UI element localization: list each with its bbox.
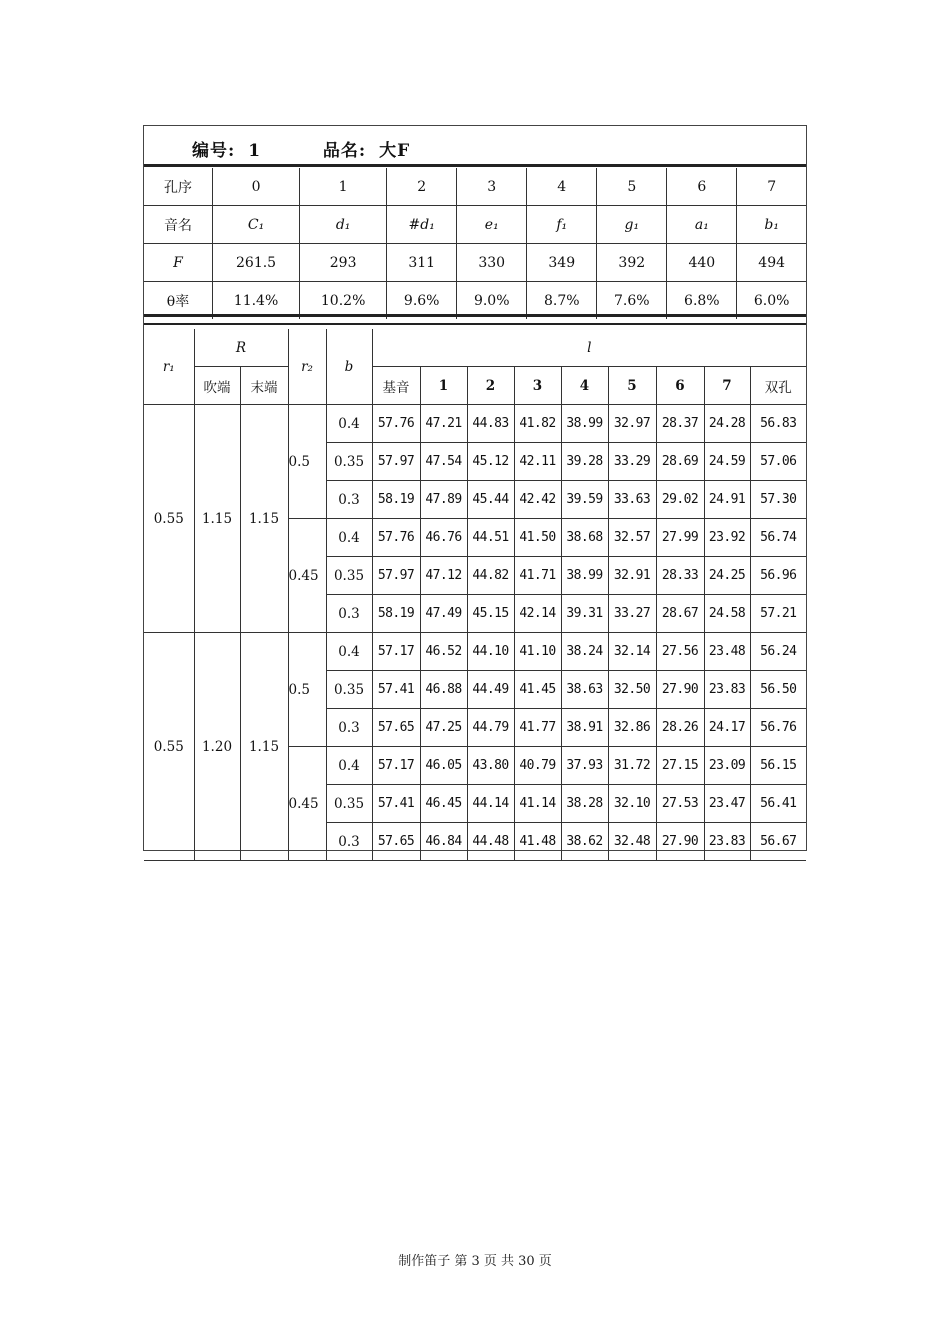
row-label: 孔序 [144,168,213,206]
length-cell: 27.15 [656,747,704,785]
table-cell: 11.4% [213,282,300,320]
length-cell: 38.62 [561,823,608,861]
table-cell: 261.5 [213,244,300,282]
header-r1: r₁ [144,329,194,405]
header-l-col: 1 [420,367,467,405]
name-label: 品名: [322,141,367,161]
name-value: 大F [379,141,411,161]
length-cell: 32.48 [608,823,656,861]
length-cell: 32.50 [608,671,656,709]
length-cell: 29.02 [656,481,704,519]
header-R-end: 末端 [240,367,288,405]
length-cell: 33.63 [608,481,656,519]
length-cell: 47.21 [420,405,467,443]
table-cell: 494 [737,244,806,282]
table-cell: g₁ [597,206,667,244]
group-R-end: 1.15 [240,633,288,861]
length-cell: 43.80 [467,747,514,785]
length-cell: 23.83 [704,823,750,861]
table-row [144,405,806,443]
header-l-col: 7 [704,367,750,405]
row-b: 0.3 [326,823,372,861]
table-row [144,244,806,282]
table-cell: a₁ [667,206,737,244]
length-cell: 42.42 [514,481,561,519]
header-l-col: 5 [608,367,656,405]
table-title [192,136,416,161]
top-rule [144,164,806,167]
length-cell: 47.25 [420,709,467,747]
table-cell: 330 [457,244,527,282]
length-cell: 44.51 [467,519,514,557]
length-cell: 40.79 [514,747,561,785]
subgroup-r2: 0.5 [288,405,326,519]
length-cell: 41.71 [514,557,561,595]
length-cell: 24.17 [704,709,750,747]
table-cell: 293 [300,244,387,282]
header-l-col: 6 [656,367,704,405]
length-cell: 24.91 [704,481,750,519]
row-b: 0.4 [326,405,372,443]
group-R-end: 1.15 [240,405,288,633]
length-cell: 56.15 [750,747,806,785]
row-b: 0.4 [326,633,372,671]
subgroup-r2: 0.45 [288,747,326,861]
length-cell: 46.05 [420,747,467,785]
length-cell: 57.65 [372,823,420,861]
length-cell: 44.79 [467,709,514,747]
length-cell: 57.97 [372,443,420,481]
length-cell: 39.28 [561,443,608,481]
length-cell: 56.67 [750,823,806,861]
length-cell: 44.48 [467,823,514,861]
length-table [144,329,806,861]
length-cell: 56.24 [750,633,806,671]
header-R: R [194,329,288,367]
table-cell: #d₁ [387,206,457,244]
table-cell: 5 [597,168,667,206]
length-cell: 27.90 [656,823,704,861]
length-cell: 23.83 [704,671,750,709]
number-value: 1 [248,141,262,161]
table-cell: 7 [737,168,806,206]
row-b: 0.3 [326,595,372,633]
table-cell: 8.7% [527,282,597,320]
length-cell: 58.19 [372,595,420,633]
length-cell: 27.56 [656,633,704,671]
table-cell: 349 [527,244,597,282]
header-l-col: 基音 [372,367,420,405]
table-cell: 3 [457,168,527,206]
row-b: 0.3 [326,709,372,747]
length-cell: 56.50 [750,671,806,709]
length-cell: 33.27 [608,595,656,633]
length-cell: 28.37 [656,405,704,443]
row-b: 0.35 [326,557,372,595]
length-cell: 46.84 [420,823,467,861]
table-cell: 440 [667,244,737,282]
length-cell: 23.92 [704,519,750,557]
table-cell: f₁ [527,206,597,244]
length-cell: 32.91 [608,557,656,595]
length-cell: 37.93 [561,747,608,785]
length-cell: 24.25 [704,557,750,595]
table-cell: 392 [597,244,667,282]
length-cell: 41.14 [514,785,561,823]
row-label: F [144,244,213,282]
length-cell: 32.10 [608,785,656,823]
page-footer: 制作笛子 第 3 页 共 30 页 [398,1254,552,1269]
length-cell: 33.29 [608,443,656,481]
length-cell: 24.58 [704,595,750,633]
row-b: 0.35 [326,443,372,481]
table-row [144,206,806,244]
table-cell: 2 [387,168,457,206]
length-cell: 38.24 [561,633,608,671]
table-cell: 10.2% [300,282,387,320]
length-cell: 57.30 [750,481,806,519]
length-cell: 57.06 [750,443,806,481]
length-cell: 38.91 [561,709,608,747]
header-l-col: 4 [561,367,608,405]
length-cell: 41.10 [514,633,561,671]
table-cell: 9.0% [457,282,527,320]
header-R-blow: 吹端 [194,367,240,405]
row-b: 0.3 [326,481,372,519]
length-cell: 45.12 [467,443,514,481]
subgroup-r2: 0.45 [288,519,326,633]
length-cell: 57.65 [372,709,420,747]
length-cell: 57.41 [372,785,420,823]
length-cell: 45.44 [467,481,514,519]
length-cell: 42.14 [514,595,561,633]
length-cell: 32.14 [608,633,656,671]
header-l: l [372,329,806,367]
table-frame [143,125,807,851]
length-cell: 38.68 [561,519,608,557]
header-r2: r₂ [288,329,326,405]
length-cell: 27.53 [656,785,704,823]
length-cell: 39.31 [561,595,608,633]
length-cell: 56.83 [750,405,806,443]
row-b: 0.4 [326,519,372,557]
length-cell: 31.72 [608,747,656,785]
table-cell: 6.8% [667,282,737,320]
length-cell: 47.12 [420,557,467,595]
table-cell: b₁ [737,206,806,244]
length-cell: 44.10 [467,633,514,671]
length-cell: 27.99 [656,519,704,557]
length-cell: 57.97 [372,557,420,595]
length-cell: 32.97 [608,405,656,443]
length-cell: 41.45 [514,671,561,709]
length-cell: 24.28 [704,405,750,443]
length-cell: 44.82 [467,557,514,595]
length-cell: 38.63 [561,671,608,709]
length-cell: 38.28 [561,785,608,823]
number-label: 编号: [192,141,236,161]
length-cell: 28.33 [656,557,704,595]
length-cell: 57.76 [372,405,420,443]
group-r1: 0.55 [144,633,194,861]
subgroup-r2: 0.5 [288,633,326,747]
table-cell: 9.6% [387,282,457,320]
length-cell: 58.19 [372,481,420,519]
group-r1: 0.55 [144,405,194,633]
table-cell: 7.6% [597,282,667,320]
table-cell: 311 [387,244,457,282]
length-cell: 41.77 [514,709,561,747]
table-cell: 6 [667,168,737,206]
table-cell: 1 [300,168,387,206]
row-label: 音名 [144,206,213,244]
length-cell: 41.50 [514,519,561,557]
row-b: 0.35 [326,671,372,709]
length-cell: 23.47 [704,785,750,823]
row-b: 0.35 [326,785,372,823]
table-row [144,633,806,671]
length-cell: 56.76 [750,709,806,747]
length-cell: 57.21 [750,595,806,633]
length-cell: 57.17 [372,747,420,785]
header-l-col: 2 [467,367,514,405]
table-cell: d₁ [300,206,387,244]
table-cell: 0 [213,168,300,206]
table-row [144,168,806,206]
middle-rule-2 [144,323,806,325]
length-cell: 46.88 [420,671,467,709]
row-b: 0.4 [326,747,372,785]
length-cell: 56.41 [750,785,806,823]
length-cell: 44.49 [467,671,514,709]
middle-rule-1 [144,314,806,317]
length-cell: 57.41 [372,671,420,709]
length-cell: 28.69 [656,443,704,481]
length-cell: 24.59 [704,443,750,481]
length-cell: 46.52 [420,633,467,671]
length-cell: 23.09 [704,747,750,785]
length-cell: 46.76 [420,519,467,557]
length-cell: 38.99 [561,405,608,443]
note-frequency-table [144,168,806,319]
table-cell: C₁ [213,206,300,244]
group-R-blow: 1.20 [194,633,240,861]
header-b: b [326,329,372,405]
table-cell: 4 [527,168,597,206]
length-cell: 46.45 [420,785,467,823]
length-cell: 47.89 [420,481,467,519]
length-cell: 47.54 [420,443,467,481]
length-cell: 27.90 [656,671,704,709]
table-cell: 6.0% [737,282,806,320]
length-cell: 41.48 [514,823,561,861]
header-l-col: 3 [514,367,561,405]
row-label: θ率 [166,293,190,310]
length-cell: 28.26 [656,709,704,747]
table-cell: e₁ [457,206,527,244]
length-cell: 42.11 [514,443,561,481]
length-cell: 39.59 [561,481,608,519]
length-cell: 45.15 [467,595,514,633]
length-cell: 28.67 [656,595,704,633]
length-cell: 41.82 [514,405,561,443]
length-cell: 38.99 [561,557,608,595]
length-cell: 57.76 [372,519,420,557]
length-cell: 32.57 [608,519,656,557]
length-cell: 47.49 [420,595,467,633]
length-cell: 44.14 [467,785,514,823]
length-cell: 44.83 [467,405,514,443]
header-l-col: 双孔 [750,367,806,405]
length-cell: 56.96 [750,557,806,595]
length-cell: 32.86 [608,709,656,747]
length-cell: 56.74 [750,519,806,557]
length-cell: 57.17 [372,633,420,671]
length-cell: 23.48 [704,633,750,671]
group-R-blow: 1.15 [194,405,240,633]
